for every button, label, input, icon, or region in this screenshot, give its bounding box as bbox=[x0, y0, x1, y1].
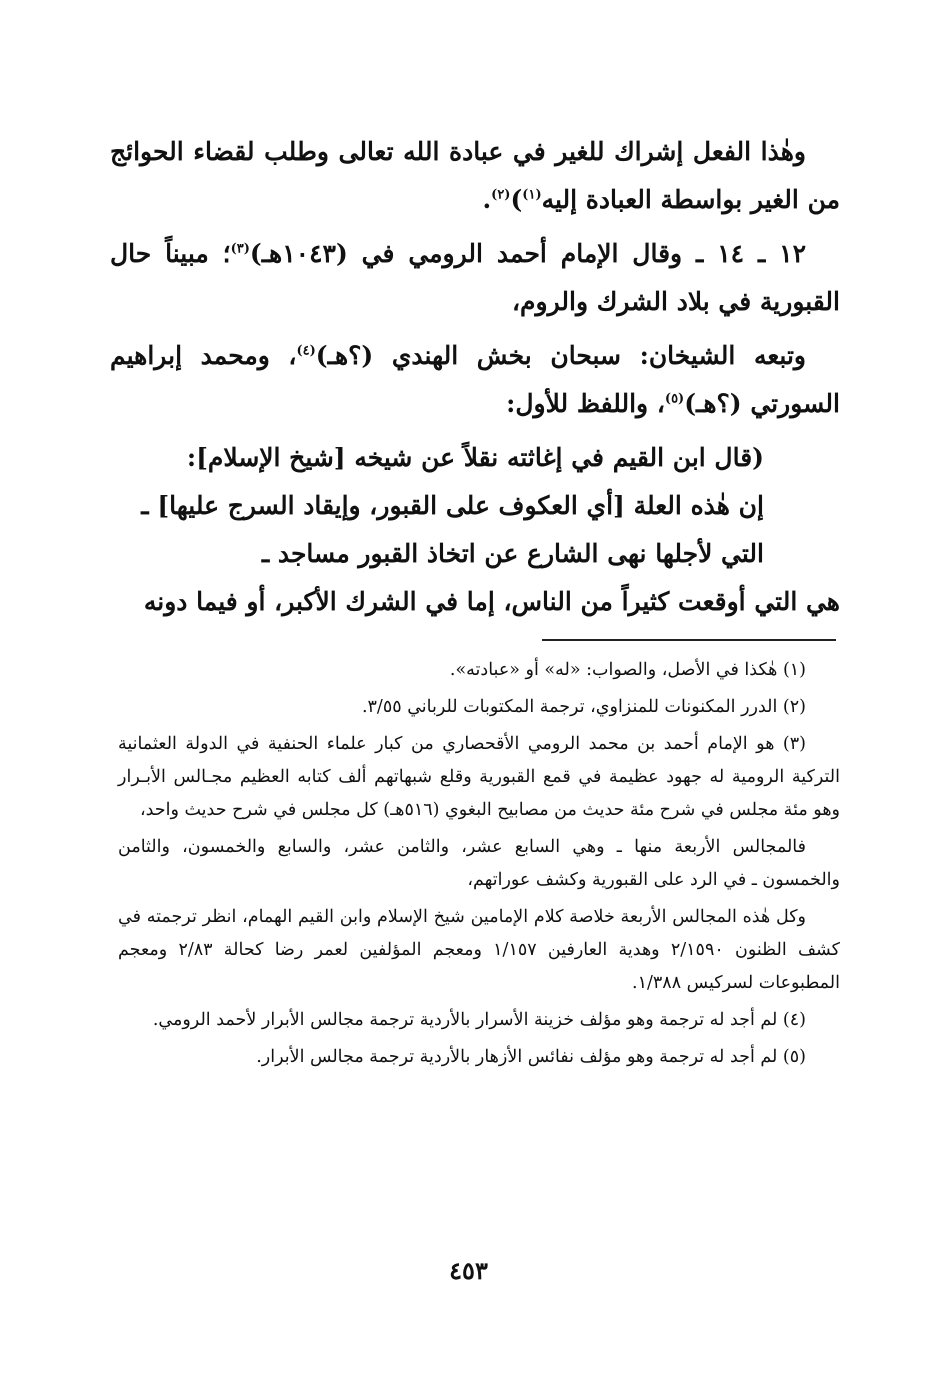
footnote-divider bbox=[542, 639, 836, 641]
paragraph-2-text-b: ؛ مبيناً حال القبورية في بلاد الشرك والروم، bbox=[110, 239, 840, 316]
paragraph-3-text-a: وتبعه الشيخان: سبحان بخش الهندي (؟هـ) bbox=[315, 341, 806, 370]
footnote-marker-4: (٤) bbox=[296, 343, 316, 359]
footnote-marker-1: (١) bbox=[522, 187, 542, 203]
footnote-3: (٣) هو الإمام أحمد بن محمد الرومي الأقحصاري من كبار علماء الحنفية في الدولة العثمانية التركية الرومية له جهود عظيمة في قمع القبورية وقلع شبهاتهم ألف كتابه العظيم مجـالس الأبـرار وهو مئة مجلس في شرح مئة حديث من مصابيح البغوي (٥١٦هـ) كل مجلس في شرح حديث واحد، bbox=[118, 734, 840, 820]
paragraph-3 bbox=[110, 332, 840, 428]
footnote-3-continuation-b: وكل هٰذه المجالس الأربعة خلاصة كلام الإمامين شيخ الإسلام وابن القيم الهمام، انظر ترجمته في كشف الظنون ٢/١٥٩٠ وهدية العارفين ١/١٥٧ ومعجم المؤلفين لعمر رضا كحالة ٢/٨٣ ومعجم المطبوعات لسركيس ١/٣٨٨. bbox=[118, 907, 841, 993]
footnote-marker-2: (٢) bbox=[491, 187, 511, 203]
paragraph-2-text-a: ١٢ ـ ١٤ ـ وقال الإمام أحمد الرومي في (١٠٤٣هـ) bbox=[249, 239, 807, 268]
footnote-marker-3: (٣) bbox=[230, 241, 250, 257]
footnote-4: (٤) لم أجد له ترجمة وهو مؤلف خزينة الأسرار بالأردية ترجمة مجالس الأبرار لأحمد الرومي. bbox=[152, 1010, 806, 1030]
page-number: ٤٥٣ bbox=[449, 1256, 488, 1285]
quote-line-1: (قال ابن القيم في إغاثته نقلاً عن شيخه [شيخ الإسلام]: bbox=[186, 443, 764, 472]
footnotes bbox=[118, 654, 840, 1078]
footnote-2: (٢) الدرر المكنونات للمنزاوي، ترجمة المكتوبات للرباني ٣/٥٥. bbox=[361, 697, 806, 717]
quote-line-2: إن هٰذه العلة [أي العكوف على القبور، وإيقاد السرج عليها] ـ bbox=[141, 491, 764, 520]
footnote-3-continuation-a: فالمجالس الأربعة منها ـ وهي السابع عشر، والثامن عشر، والسابع والخمسون، والثامن والخمسون ـ في الرد على القبورية وكشف عوراتهم، bbox=[118, 837, 840, 890]
footnote-1: (١) هٰكذا في الأصل، والصواب: «له» أو «عبادته». bbox=[449, 660, 806, 680]
closing-bracket: ) bbox=[510, 185, 523, 214]
footnote-5: (٥) لم أجد له ترجمة وهو مؤلف نفائس الأزهار بالأردية ترجمة مجالس الأبرار. bbox=[256, 1047, 806, 1067]
main-text bbox=[110, 128, 840, 632]
period: . bbox=[482, 185, 492, 214]
paragraph-1-text: وهٰذا الفعل إشراك للغير في عبادة الله تعالى وطلب لقضاء الحوائج من الغير بواسطة العبادة إليه bbox=[110, 137, 840, 214]
quote-line-3: التي لأجلها نهى الشارع عن اتخاذ القبور مساجد ـ bbox=[261, 539, 764, 568]
paragraph-2 bbox=[110, 230, 840, 326]
footnote-marker-5: (٥) bbox=[664, 391, 685, 407]
paragraph-3-text-c: ، واللفظ للأول: bbox=[506, 389, 665, 418]
paragraph-3-text-b: ، ومحمد إبراهيم السورتي (؟هـ) bbox=[110, 341, 840, 418]
quote-line-4: هي التي أوقعت كثيراً من الناس، إما في الشرك الأكبر، أو فيما دونه bbox=[143, 587, 840, 616]
paragraph-1 bbox=[110, 128, 840, 224]
